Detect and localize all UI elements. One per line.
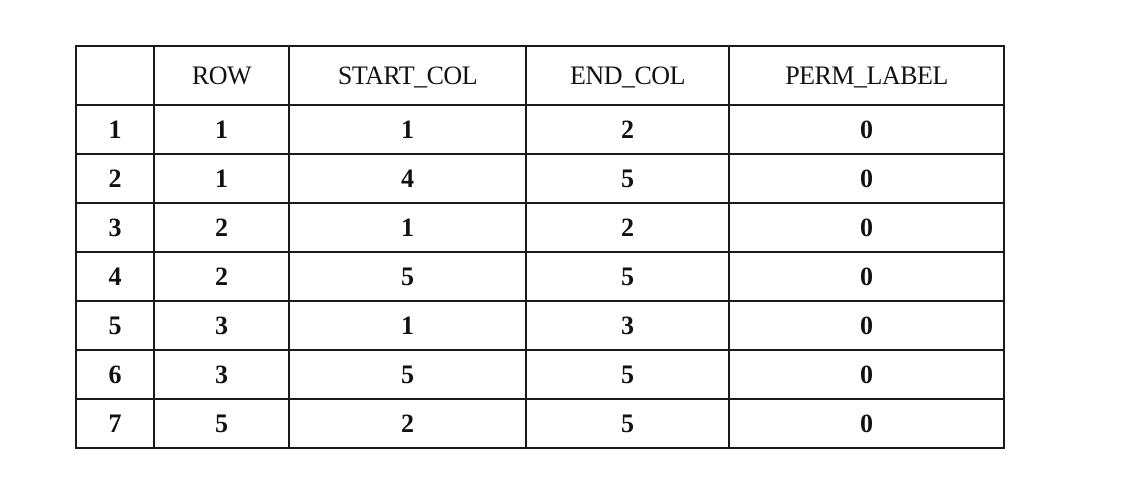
table-row: [76, 399, 1004, 448]
cell-index: 4: [76, 252, 154, 301]
header-index: [76, 46, 154, 105]
cell-index: 5: [76, 301, 154, 350]
cell-start-col: 4: [289, 154, 526, 203]
cell-row: 5: [154, 399, 289, 448]
header-row: [76, 46, 1004, 105]
cell-end-col: 3: [526, 301, 729, 350]
cell-perm-label: 0: [729, 105, 1004, 154]
table-row: [76, 301, 1004, 350]
cell-row: 1: [154, 154, 289, 203]
cell-row: 1: [154, 105, 289, 154]
cell-index: 6: [76, 350, 154, 399]
run-table-container: [75, 45, 1005, 449]
cell-row: 3: [154, 350, 289, 399]
cell-start-col: 2: [289, 399, 526, 448]
cell-end-col: 2: [526, 105, 729, 154]
header-perm-label: PERM_LABEL: [729, 46, 1004, 105]
cell-perm-label: 0: [729, 203, 1004, 252]
table-row: [76, 252, 1004, 301]
cell-end-col: 5: [526, 350, 729, 399]
cell-start-col: 1: [289, 203, 526, 252]
cell-index: 1: [76, 105, 154, 154]
cell-perm-label: 0: [729, 154, 1004, 203]
header-end-col: END_COL: [526, 46, 729, 105]
cell-perm-label: 0: [729, 252, 1004, 301]
cell-start-col: 5: [289, 350, 526, 399]
cell-start-col: 1: [289, 105, 526, 154]
cell-perm-label: 0: [729, 399, 1004, 448]
table-row: [76, 105, 1004, 154]
cell-index: 2: [76, 154, 154, 203]
cell-end-col: 5: [526, 154, 729, 203]
cell-end-col: 2: [526, 203, 729, 252]
cell-row: 2: [154, 203, 289, 252]
cell-start-col: 1: [289, 301, 526, 350]
cell-perm-label: 0: [729, 350, 1004, 399]
cell-start-col: 5: [289, 252, 526, 301]
cell-perm-label: 0: [729, 301, 1004, 350]
cell-index: 3: [76, 203, 154, 252]
cell-end-col: 5: [526, 252, 729, 301]
header-row-col: ROW: [154, 46, 289, 105]
table-row: [76, 350, 1004, 399]
cell-end-col: 5: [526, 399, 729, 448]
run-table: [75, 45, 1005, 449]
header-start-col: START_COL: [289, 46, 526, 105]
cell-row: 2: [154, 252, 289, 301]
cell-index: 7: [76, 399, 154, 448]
cell-row: 3: [154, 301, 289, 350]
table-row: [76, 203, 1004, 252]
table-row: [76, 154, 1004, 203]
